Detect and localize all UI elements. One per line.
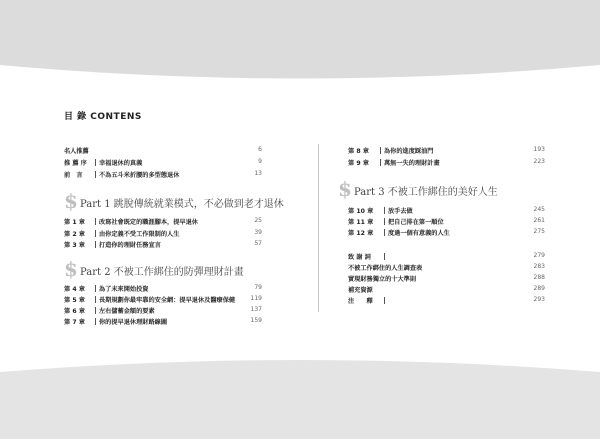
entry-label: 第 6 章 — [64, 308, 85, 315]
entry-label: 第 12 章 — [348, 230, 374, 237]
toc-entry[interactable] — [64, 317, 264, 327]
entry-page: 57 — [254, 240, 262, 247]
entry-separator — [384, 218, 385, 225]
entry-label: 第 11 章 — [348, 219, 374, 226]
entry-page: 9 — [258, 158, 262, 165]
entry-label: 不被工作綁住的人生調查表 — [348, 265, 423, 272]
entry-label: 第 9 章 — [348, 160, 369, 167]
entry-label: 前 言 — [64, 172, 83, 179]
entry-page: 25 — [254, 217, 262, 224]
toc-entry[interactable] — [64, 229, 264, 239]
part-title: Part 1 跳脫傳統就業模式，不必做到老才退休 — [80, 199, 284, 210]
entry-page: 279 — [533, 252, 545, 259]
entry-title: 左右儲蓄金額的要素 — [99, 308, 155, 315]
column-divider — [318, 144, 319, 312]
entry-label: 第 3 章 — [64, 242, 85, 249]
entry-separator — [95, 307, 96, 314]
entry-page: 245 — [533, 206, 545, 213]
entry-label: 補充資源 — [348, 287, 373, 294]
entry-page: 79 — [254, 284, 262, 291]
entry-label: 第 10 章 — [348, 208, 374, 215]
entry-title: 萬無一失的理財計畫 — [384, 160, 440, 167]
entry-page: 137 — [250, 306, 262, 313]
entry-page: 289 — [533, 285, 545, 292]
toc-entry[interactable] — [64, 284, 264, 294]
toc-entry[interactable] — [338, 296, 558, 306]
part-title: Part 2 不被工作綁住的防彈理財計畫 — [80, 267, 244, 278]
toc-entry[interactable] — [64, 240, 264, 250]
toc-entry[interactable] — [338, 158, 558, 168]
entry-separator — [95, 296, 96, 303]
entry-separator — [384, 297, 385, 304]
dollar-icon: $ — [64, 257, 78, 281]
entry-page: 39 — [254, 229, 262, 236]
entry-title: 改寫社會既定的職涯腳本，提早退休 — [99, 219, 198, 226]
entry-separator — [384, 253, 385, 260]
entry-title: 幸福退休的真義 — [99, 160, 143, 167]
entry-page: 288 — [533, 274, 545, 281]
entry-page: 6 — [258, 146, 262, 153]
entry-label: 實現財務獨立的十大準則 — [348, 276, 417, 283]
entry-label: 第 5 章 — [64, 297, 85, 304]
toc-entry[interactable] — [338, 252, 558, 262]
entry-title: 由你定義不受工作限制的人生 — [99, 231, 180, 238]
entry-page: 223 — [533, 158, 545, 165]
toc-title: 目 錄 CONTENS — [64, 112, 142, 122]
entry-title: 你的提早退休理財路線圖 — [99, 319, 168, 326]
entry-title: 長期規劃你最牢靠的安全網：提早退休及醫療保健 — [99, 297, 236, 304]
toc-entry[interactable] — [338, 206, 558, 216]
entry-label: 第 7 章 — [64, 319, 85, 326]
toc-entry[interactable] — [64, 306, 264, 316]
entry-title: 為你的進度踩油門 — [384, 148, 434, 155]
toc-entry[interactable] — [64, 217, 264, 227]
entry-separator — [384, 207, 385, 214]
entry-title: 打造你的理財任務宣言 — [99, 242, 161, 249]
entry-separator — [95, 241, 96, 248]
entry-page: 159 — [250, 317, 262, 324]
entry-page: 275 — [533, 228, 545, 235]
entry-label: 名人推薦 — [64, 148, 89, 155]
entry-separator — [95, 171, 96, 178]
entry-separator — [95, 159, 96, 166]
toc-entry[interactable] — [338, 285, 558, 295]
entry-page: 283 — [533, 263, 545, 270]
entry-title: 不為五斗米折腰的多型態退休 — [99, 172, 180, 179]
toc-entry[interactable] — [64, 158, 264, 168]
entry-label: 致 謝 詞 — [348, 254, 371, 261]
entry-separator — [95, 285, 96, 292]
toc-entry[interactable] — [338, 274, 558, 284]
entry-separator — [380, 147, 381, 154]
toc-entry[interactable] — [338, 217, 558, 227]
toc-entry[interactable] — [64, 295, 264, 305]
entry-title: 把自己排在第一順位 — [388, 219, 444, 226]
part-title: Part 3 不被工作綁住的美好人生 — [354, 187, 498, 198]
entry-label: 第 4 章 — [64, 286, 85, 293]
toc-entry[interactable] — [338, 228, 558, 238]
entry-page: 261 — [533, 217, 545, 224]
entry-page: 293 — [533, 296, 545, 303]
entry-page: 193 — [533, 146, 545, 153]
dollar-icon: $ — [338, 177, 352, 201]
entry-label: 注 釋 — [348, 298, 373, 305]
toc-entry[interactable] — [338, 263, 558, 273]
entry-title: 度過一個有意義的人生 — [388, 230, 450, 237]
entry-label: 推 薦 序 — [64, 160, 87, 167]
toc-entry[interactable] — [64, 146, 264, 156]
entry-page: 119 — [250, 295, 262, 302]
entry-label: 第 1 章 — [64, 219, 85, 226]
entry-separator — [95, 318, 96, 325]
entry-label: 第 2 章 — [64, 231, 85, 238]
toc-entry[interactable] — [64, 170, 264, 180]
entry-separator — [95, 230, 96, 237]
entry-separator — [384, 229, 385, 236]
entry-label: 第 8 章 — [348, 148, 369, 155]
toc-entry[interactable] — [338, 146, 558, 156]
entry-separator — [380, 159, 381, 166]
entry-separator — [95, 218, 96, 225]
entry-page: 13 — [254, 170, 262, 177]
entry-title: 為了未來開始投資 — [99, 286, 149, 293]
entry-title: 放手去做 — [388, 208, 413, 215]
dollar-icon: $ — [64, 189, 78, 213]
